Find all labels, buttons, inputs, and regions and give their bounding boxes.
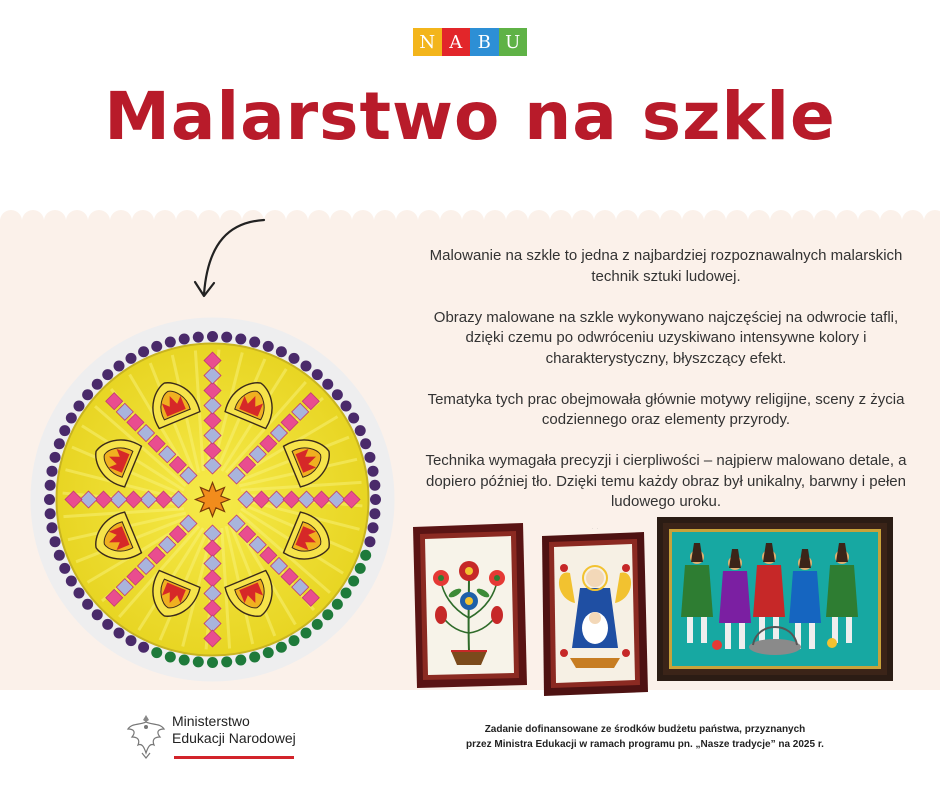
- framed-flower-painting: [411, 523, 529, 688]
- funding-line-1: Zadanie dofinansowane ze środków budżetu państwa, przyznanych: [484, 724, 806, 735]
- ministry-red-line: [174, 756, 294, 759]
- logo-letter-b: B: [470, 28, 499, 56]
- curved-arrow-icon: [190, 212, 270, 307]
- scalloped-edge: [0, 205, 940, 235]
- framed-folk-scene-painting: [657, 517, 893, 681]
- funding-line-2: przez Ministra Edukacji w ramach programu pn. „Nasze tradycje” na 2025 r.: [466, 739, 824, 750]
- logo-letter-n: N: [413, 28, 442, 56]
- logo-letter-u: U: [499, 28, 528, 56]
- paragraph-4: Technika wymagała precyzji i cierpliwości – najpierw malowano detale, a dopiero później tło. Dzięki temu każdy obraz był unikalny, barwny i pełen ludowego uroku.: [425, 452, 907, 510]
- paragraph-3: Tematyka tych prac obejmowała głównie motywy religijne, sceny z życia codziennego oraz elementy przyrody.: [427, 390, 905, 428]
- paragraph-2: Obrazy malowane na szkle wykonywano najczęściej na odwrocie tafli, dzięki czemu po odwróceniu uzyskiwano intensywne kolory i charakterystyczny, błyszczący efekt.: [433, 308, 899, 367]
- logo-letter-a: A: [442, 28, 471, 56]
- ministry-logo: [126, 713, 296, 759]
- ministry-name-line2: Edukacji Narodowej: [172, 730, 296, 746]
- nabu-logo: [413, 28, 527, 56]
- funding-note: [410, 722, 880, 752]
- eagle-emblem-icon: [126, 713, 166, 759]
- round-glass-painting: [30, 317, 395, 682]
- description-text: [416, 246, 916, 533]
- ministry-name-line1: Ministerstwo: [172, 713, 250, 729]
- paragraph-1: Malowanie na szkle to jedna z najbardziej rozpoznawalnych malarskich technik sztuki ludowej.: [429, 247, 903, 285]
- page-title: Malarstwo na szkle: [104, 78, 836, 155]
- framed-angel-painting: [540, 528, 650, 696]
